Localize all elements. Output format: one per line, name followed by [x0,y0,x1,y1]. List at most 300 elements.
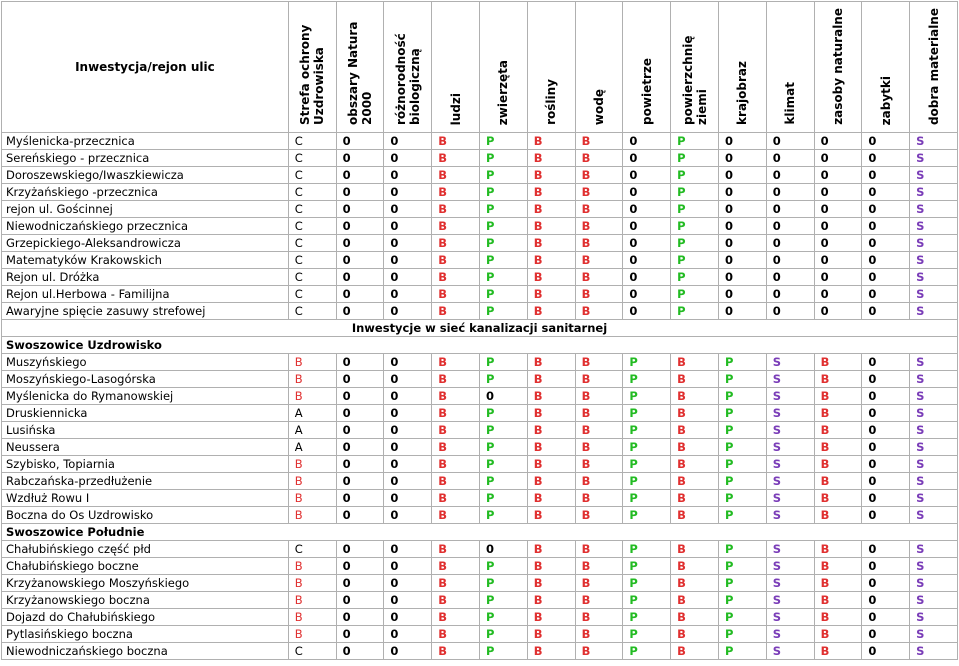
value-cell: B [527,541,575,558]
value-cell: S [766,541,814,558]
table-row [2,439,958,456]
value-cell: 0 [384,643,432,660]
value-cell: B [575,558,623,575]
value-cell: P [479,235,527,252]
row-name: Myślenicka-przecznica [2,133,289,150]
value-cell: B [288,507,336,524]
value-cell: 0 [384,456,432,473]
value-cell: B [814,592,862,609]
value-cell: S [910,167,958,184]
value-cell: B [527,201,575,218]
value-cell: 0 [862,507,910,524]
value-cell: 0 [336,643,384,660]
value-cell: S [910,541,958,558]
value-cell: B [575,235,623,252]
value-cell: P [671,269,719,286]
group-header-row [2,337,958,354]
value-cell: S [910,507,958,524]
value-cell: B [527,592,575,609]
value-cell: P [718,575,766,592]
value-cell: B [814,473,862,490]
value-cell: 0 [384,609,432,626]
value-cell: 0 [718,303,766,320]
value-cell: 0 [862,541,910,558]
value-cell: B [575,252,623,269]
value-cell: 0 [862,269,910,286]
value-cell: B [527,252,575,269]
value-cell: 0 [814,201,862,218]
row-name: Szybisko, Topiarnia [2,456,289,473]
value-cell: B [432,201,480,218]
value-cell: 0 [766,184,814,201]
value-cell: 0 [862,184,910,201]
value-cell: B [527,354,575,371]
value-cell: 0 [862,558,910,575]
value-cell: S [766,507,814,524]
value-cell: B [575,575,623,592]
value-cell: 0 [623,269,671,286]
value-cell: B [527,439,575,456]
value-cell: B [671,473,719,490]
value-cell: 0 [384,490,432,507]
value-cell: 0 [384,371,432,388]
value-cell: P [479,643,527,660]
value-cell: P [718,541,766,558]
value-cell: B [432,133,480,150]
value-cell: B [432,507,480,524]
value-cell: S [766,643,814,660]
table-row [2,609,958,626]
value-cell: B [527,643,575,660]
value-cell: B [527,558,575,575]
value-cell: B [671,592,719,609]
value-cell: P [623,439,671,456]
value-cell: B [432,252,480,269]
value-cell: 0 [384,133,432,150]
value-cell: B [814,354,862,371]
group-title: Swoszowice Uzdrowisko [2,337,958,354]
table-row [2,507,958,524]
column-header: Strefa ochrony Uzdrowiska [288,2,336,133]
row-name: Myślenicka do Rymanowskiej [2,388,289,405]
value-cell: 0 [623,167,671,184]
value-cell: 0 [623,218,671,235]
column-header: obszary Natura 2000 [336,2,384,133]
value-cell: 0 [336,371,384,388]
value-cell: P [718,354,766,371]
column-header: ludzi [432,2,480,133]
value-cell: 0 [336,541,384,558]
value-cell: B [432,490,480,507]
value-cell: S [910,439,958,456]
value-cell: C [288,643,336,660]
value-cell: B [575,354,623,371]
value-cell: 0 [336,303,384,320]
value-cell: 0 [384,473,432,490]
value-cell: B [671,439,719,456]
value-cell: B [671,490,719,507]
value-cell: P [623,507,671,524]
table-row [2,235,958,252]
value-cell: B [814,507,862,524]
value-cell: 0 [862,575,910,592]
value-cell: P [479,575,527,592]
value-cell: B [814,371,862,388]
value-cell: B [575,439,623,456]
value-cell: B [671,643,719,660]
value-cell: S [910,558,958,575]
section-title: Inwestycje w sieć kanalizacji sanitarnej [2,320,958,337]
value-cell: B [671,609,719,626]
value-cell: 0 [384,252,432,269]
value-cell: B [432,167,480,184]
value-cell: P [479,405,527,422]
value-cell: S [910,371,958,388]
value-cell: B [575,167,623,184]
value-cell: B [527,150,575,167]
value-cell: B [288,609,336,626]
value-cell: S [766,405,814,422]
row-name: Sereńskiego - przecznica [2,150,289,167]
column-header: krajobraz [718,2,766,133]
value-cell: 0 [862,286,910,303]
value-cell: S [910,473,958,490]
column-header: zwierzęta [479,2,527,133]
row-name: Niewodniczańskiego boczna [2,643,289,660]
value-cell: P [479,184,527,201]
value-cell: P [718,507,766,524]
value-cell: S [766,592,814,609]
value-cell: B [575,218,623,235]
value-cell: C [288,184,336,201]
value-cell: 0 [336,422,384,439]
column-header: zabytki [862,2,910,133]
value-cell: 0 [336,218,384,235]
value-cell: B [527,507,575,524]
table-row [2,201,958,218]
value-cell: P [479,167,527,184]
value-cell: 0 [384,405,432,422]
impact-table [1,1,958,660]
value-cell: 0 [384,439,432,456]
value-cell: B [432,609,480,626]
value-cell: B [527,167,575,184]
table-row [2,473,958,490]
value-cell: 0 [336,456,384,473]
value-cell: B [814,609,862,626]
value-cell: B [288,354,336,371]
value-cell: P [479,371,527,388]
column-header: powietrze [623,2,671,133]
value-cell: B [575,541,623,558]
value-cell: C [288,133,336,150]
section-header-row [2,320,958,337]
value-cell: 0 [336,133,384,150]
value-cell: B [432,405,480,422]
table-row [2,388,958,405]
value-cell: B [527,218,575,235]
value-cell: P [623,354,671,371]
value-cell: 0 [862,235,910,252]
value-cell: B [814,490,862,507]
value-cell: P [623,388,671,405]
row-name: Rejon ul. Dróżka [2,269,289,286]
value-cell: B [671,558,719,575]
value-cell: 0 [384,150,432,167]
row-name: Rabczańska-przedłużenie [2,473,289,490]
value-cell: B [432,575,480,592]
row-name: Neussera [2,439,289,456]
value-cell: B [814,558,862,575]
column-header: rośliny [527,2,575,133]
value-cell: 0 [862,354,910,371]
row-name: Muszyńskiego [2,354,289,371]
value-cell: B [575,269,623,286]
value-cell: B [432,354,480,371]
value-cell: B [575,388,623,405]
value-cell: 0 [384,354,432,371]
value-cell: P [623,609,671,626]
value-cell: S [766,490,814,507]
value-cell: 0 [336,558,384,575]
value-cell: 0 [336,439,384,456]
value-cell: B [575,592,623,609]
value-cell: B [288,626,336,643]
table-row [2,286,958,303]
value-cell: B [575,286,623,303]
value-cell: 0 [862,592,910,609]
row-name: Awaryjne spięcie zasuwy strefowej [2,303,289,320]
value-cell: P [671,184,719,201]
value-cell: B [432,303,480,320]
value-cell: 0 [336,269,384,286]
row-name: Krzyżańskiego -przecznica [2,184,289,201]
value-cell: B [575,456,623,473]
value-cell: C [288,235,336,252]
value-cell: B [288,388,336,405]
value-cell: B [527,184,575,201]
value-cell: C [288,201,336,218]
value-cell: P [479,354,527,371]
value-cell: P [623,371,671,388]
value-cell: B [671,507,719,524]
value-cell: 0 [862,456,910,473]
row-name: Grzepickiego-Aleksandrowicza [2,235,289,252]
value-cell: 0 [814,286,862,303]
value-cell: S [766,456,814,473]
value-cell: C [288,541,336,558]
value-cell: 0 [336,575,384,592]
value-cell: 0 [384,626,432,643]
value-cell: S [910,592,958,609]
value-cell: 0 [336,473,384,490]
row-name: Rejon ul.Herbowa - Familijna [2,286,289,303]
value-cell: B [527,609,575,626]
value-cell: B [432,150,480,167]
value-cell: 0 [336,507,384,524]
value-cell: P [718,626,766,643]
value-cell: S [910,354,958,371]
value-cell: S [910,575,958,592]
value-cell: S [766,422,814,439]
value-cell: P [718,388,766,405]
value-cell: 0 [384,269,432,286]
value-cell: B [671,371,719,388]
value-cell: S [910,643,958,660]
value-cell: A [288,405,336,422]
value-cell: B [288,490,336,507]
value-cell: 0 [766,303,814,320]
value-cell: 0 [862,609,910,626]
value-cell: B [527,133,575,150]
value-cell: B [527,456,575,473]
value-cell: B [575,643,623,660]
value-cell: P [718,456,766,473]
value-cell: 0 [862,626,910,643]
value-cell: P [479,252,527,269]
table-row [2,252,958,269]
value-cell: 0 [336,286,384,303]
value-cell: B [527,286,575,303]
header-row [2,2,958,133]
value-cell: B [527,303,575,320]
value-cell: B [575,473,623,490]
value-cell: P [623,490,671,507]
value-cell: 0 [479,388,527,405]
value-cell: B [527,269,575,286]
value-cell: B [432,388,480,405]
column-header: wodę [575,2,623,133]
value-cell: B [575,626,623,643]
value-cell: 0 [384,167,432,184]
value-cell: 0 [623,235,671,252]
value-cell: 0 [814,150,862,167]
value-cell: B [527,235,575,252]
value-cell: P [479,269,527,286]
value-cell: 0 [623,303,671,320]
value-cell: 0 [623,150,671,167]
value-cell: S [910,201,958,218]
value-cell: S [910,150,958,167]
value-cell: B [432,235,480,252]
value-cell: B [671,354,719,371]
value-cell: S [910,456,958,473]
value-cell: S [910,133,958,150]
value-cell: 0 [384,184,432,201]
value-cell: 0 [862,388,910,405]
value-cell: P [671,235,719,252]
value-cell: 0 [862,252,910,269]
value-cell: P [479,133,527,150]
table-row [2,575,958,592]
value-cell: P [671,201,719,218]
value-cell: 0 [862,439,910,456]
value-cell: 0 [766,133,814,150]
value-cell: 0 [384,575,432,592]
value-cell: P [479,592,527,609]
value-cell: 0 [336,626,384,643]
value-cell: B [814,405,862,422]
row-name: Niewodniczańskiego przecznica [2,218,289,235]
value-cell: C [288,150,336,167]
value-cell: 0 [336,150,384,167]
value-cell: C [288,167,336,184]
value-cell: B [527,575,575,592]
value-cell: S [766,609,814,626]
value-cell: 0 [766,235,814,252]
value-cell: B [432,592,480,609]
value-cell: B [814,456,862,473]
value-cell: 0 [862,643,910,660]
value-cell: 0 [862,303,910,320]
value-cell: 0 [623,286,671,303]
value-cell: P [623,592,671,609]
value-cell: B [575,184,623,201]
value-cell: B [527,422,575,439]
value-cell: 0 [336,235,384,252]
value-cell: P [718,473,766,490]
value-cell: B [432,473,480,490]
value-cell: B [671,405,719,422]
value-cell: B [432,626,480,643]
value-cell: P [479,473,527,490]
value-cell: B [432,643,480,660]
row-name: Chałubińskiego część płd [2,541,289,558]
value-cell: 0 [718,150,766,167]
value-cell: B [814,643,862,660]
table-row [2,371,958,388]
value-cell: B [527,490,575,507]
column-header: zasoby naturalne [814,2,862,133]
value-cell: S [766,439,814,456]
row-name: Moszyńskiego-Lasogórska [2,371,289,388]
table-row [2,133,958,150]
value-cell: S [766,558,814,575]
table-row [2,354,958,371]
value-cell: S [766,626,814,643]
value-cell: S [910,303,958,320]
value-cell: 0 [718,133,766,150]
value-cell: B [671,422,719,439]
value-cell: 0 [384,592,432,609]
value-cell: 0 [336,405,384,422]
value-cell: C [288,303,336,320]
value-cell: P [479,286,527,303]
value-cell: 0 [814,303,862,320]
value-cell: P [671,286,719,303]
value-cell: B [288,371,336,388]
value-cell: P [718,439,766,456]
value-cell: 0 [336,167,384,184]
value-cell: S [910,626,958,643]
value-cell: 0 [384,235,432,252]
value-cell: 0 [862,201,910,218]
value-cell: 0 [384,286,432,303]
value-cell: 0 [766,218,814,235]
value-cell: 0 [862,150,910,167]
value-cell: 0 [718,218,766,235]
value-cell: 0 [718,286,766,303]
value-cell: A [288,422,336,439]
value-cell: 0 [336,490,384,507]
value-cell: 0 [384,388,432,405]
value-cell: B [288,473,336,490]
value-cell: P [623,541,671,558]
value-cell: 0 [479,541,527,558]
value-cell: 0 [384,541,432,558]
table-row [2,456,958,473]
table-row [2,626,958,643]
